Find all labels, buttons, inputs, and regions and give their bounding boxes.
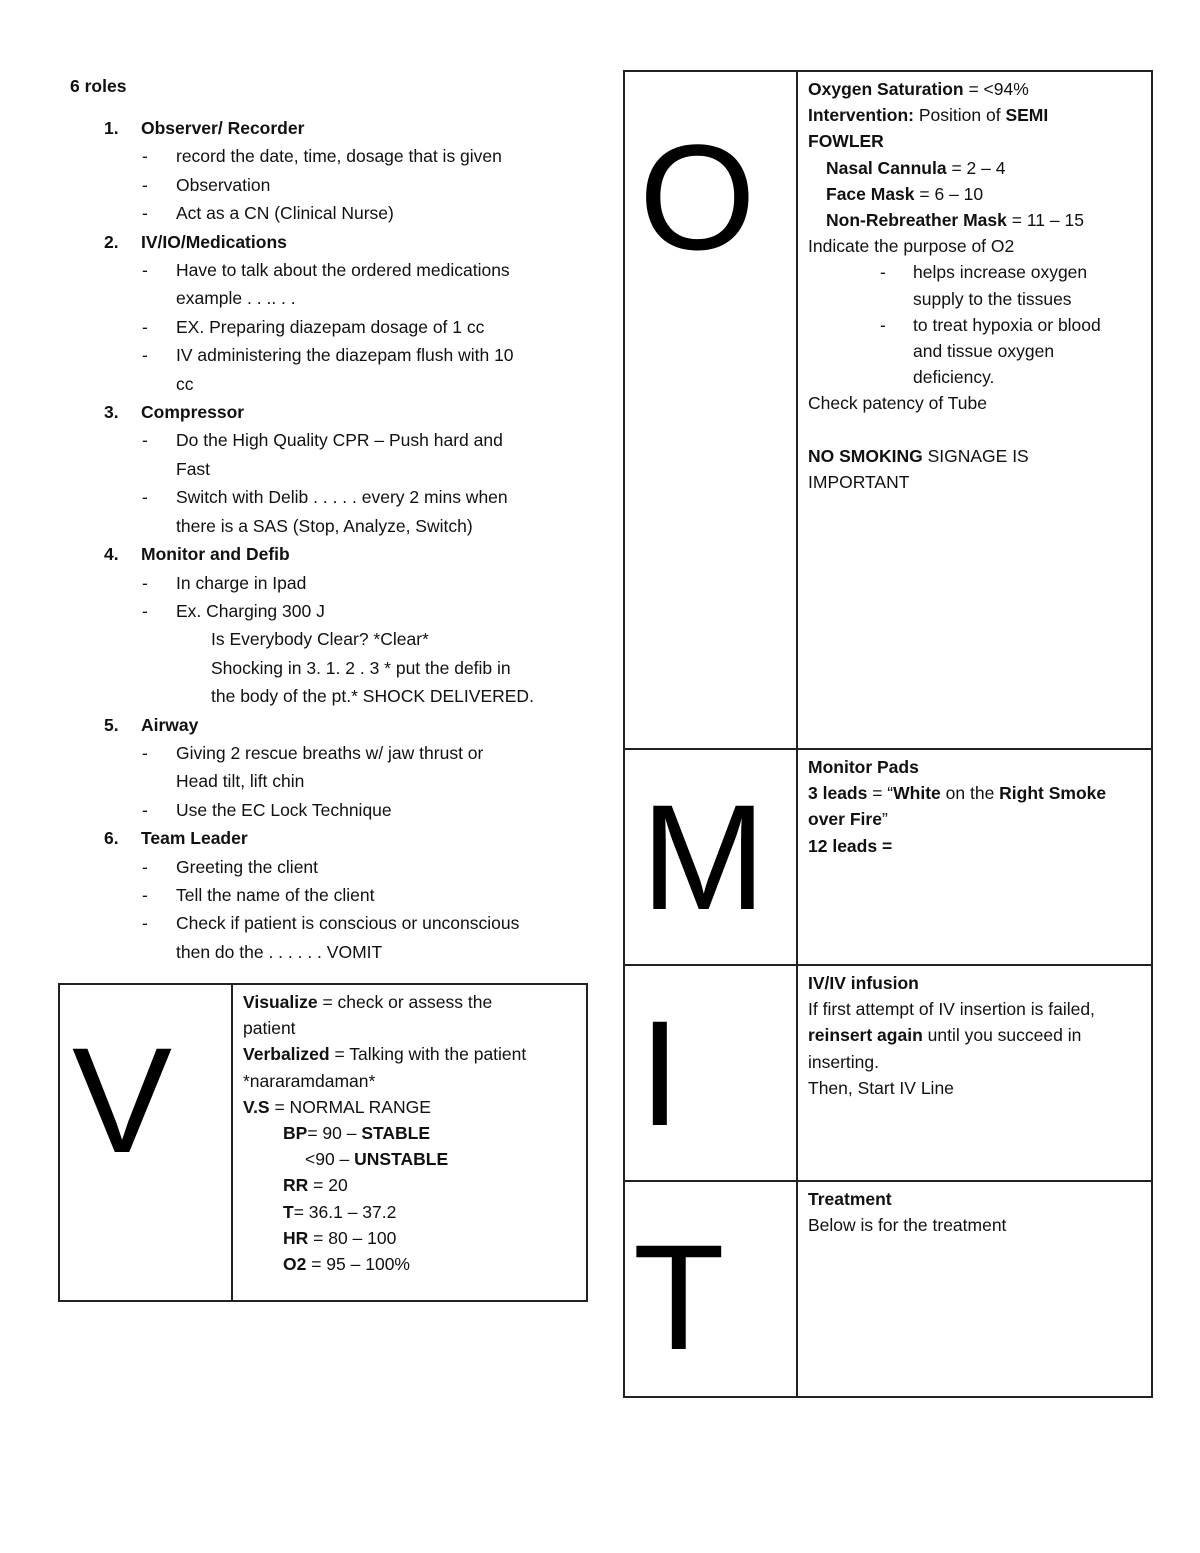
role-number: 5.	[104, 714, 119, 735]
verbalized-text: = Talking with the patient	[329, 1044, 527, 1065]
visualize-label: Visualize	[243, 992, 318, 1012]
role-bullet-line: - In charge in Ipad	[176, 572, 307, 593]
v-table	[58, 983, 588, 1302]
m-letter-cell	[624, 749, 797, 965]
role-title	[70, 228, 570, 256]
intervention-bold: SEMI	[1005, 105, 1049, 126]
treatment-line-1: Below is for the treatment	[808, 1215, 1007, 1236]
o-content-cell: Oxygen Saturation = <94% Intervention: Position of SEMI FOWLER Nasal Cannula = 2 – 4 Face Mask = 6 – 10 Non-Rebreather Mask = 11 – 15 Indicate the purpose of O2 - helps increase oxygen supply to the tissues - to treat hypoxia or blood and tissue oxygen deficiency. Check patency of Tube NO SMOKING SIGNAGE IS IMPORTANT	[797, 71, 1152, 749]
role-title-text: Airway	[141, 714, 199, 735]
hr-text: = 80 – 100	[308, 1227, 397, 1248]
iv-line-1: If first attempt of IV insertion is failed,	[808, 999, 1095, 1020]
role-bullet-line: - IV administering the diazepam flush with 10	[176, 345, 514, 366]
role-item	[70, 228, 570, 398]
leads3-right: Right	[999, 783, 1044, 804]
role-bullet-line: - Giving 2 rescue breaths w/ jaw thrust or	[176, 742, 484, 763]
leads3-eq: = “	[867, 783, 894, 804]
leads3-end: ”	[881, 809, 888, 830]
purpose-bullet-2-line-2: and tissue oxygen	[913, 341, 1055, 362]
role-title	[70, 824, 570, 852]
role-bullet-line: - Observation	[176, 174, 271, 195]
non-rebreather-label: Non-Rebreather Mask	[826, 210, 1007, 231]
i-letter-cell	[624, 965, 797, 1181]
t-letter: T	[633, 1213, 725, 1381]
role-number: 6.	[104, 828, 119, 849]
role-bullet-line: example . . .. . .	[176, 288, 296, 309]
bp2-status: UNSTABLE	[354, 1149, 449, 1170]
leads3-label: 3 leads	[808, 783, 868, 804]
role-bullet-line: there is a SAS (Stop, Analyze, Switch)	[176, 515, 473, 536]
role-sub-line: Shocking in 3. 1. 2 . 3 * put the defib in	[211, 657, 511, 678]
leads3-white: White	[893, 783, 941, 804]
verbalized-text2: *nararamdaman*	[243, 1070, 376, 1091]
role-bullet-line: - record the date, time, dosage that is given	[176, 146, 502, 167]
role-bullet	[70, 142, 570, 170]
role-bullet-line: - Have to talk about the ordered medications	[176, 260, 510, 281]
role-bullet	[70, 199, 570, 227]
treatment-title: Treatment	[808, 1189, 892, 1209]
visualize-text: = check or assess the	[317, 992, 493, 1012]
role-number: 2.	[104, 231, 119, 252]
leads12: 12 leads =	[808, 835, 893, 856]
role-item	[70, 114, 570, 228]
role-title	[70, 540, 570, 568]
m-content-cell	[797, 749, 1152, 965]
vs-text: = NORMAL RANGE	[269, 1096, 431, 1117]
nasal-cannula-text: = 2 – 4	[946, 157, 1006, 178]
role-bullet-line: cc	[176, 373, 194, 394]
purpose-bullet-2-line-1: to treat hypoxia or blood	[913, 314, 1101, 335]
fowler-text: FOWLER	[808, 131, 884, 152]
role-bullet	[70, 483, 570, 540]
monitor-pads-title: Monitor Pads	[808, 757, 919, 777]
role-item	[70, 540, 570, 710]
bp2-text: <90 –	[305, 1149, 355, 1170]
nasal-cannula-label: Nasal Cannula	[826, 157, 947, 178]
role-item	[70, 824, 570, 966]
role-title	[70, 114, 570, 142]
role-sub-line: Is Everybody Clear? *Clear*	[211, 629, 429, 650]
check-patency: Check patency of Tube	[808, 393, 987, 414]
roles-list	[70, 114, 570, 966]
purpose-bullet-2-line-3: deficiency.	[913, 367, 995, 388]
o2-purpose: Indicate the purpose of O2	[808, 236, 1015, 257]
verbalized-label: Verbalized	[243, 1044, 330, 1065]
face-mask-text: = 6 – 10	[914, 183, 984, 204]
role-bullet-line: then do the . . . . . . VOMIT	[176, 941, 383, 962]
role-bullet-line: Head tilt, lift chin	[176, 771, 305, 792]
role-bullet	[70, 341, 570, 398]
no-smoking-label: NO SMOKING	[808, 445, 923, 466]
role-bullet-line: - Use the EC Lock Technique	[176, 799, 392, 820]
i-letter: I	[639, 989, 681, 1157]
roles-section	[70, 72, 570, 966]
iv-line-3: inserting.	[808, 1051, 880, 1072]
role-bullet	[70, 739, 570, 796]
purpose-bullet-1-line-2: supply to the tissues	[913, 288, 1072, 309]
roles-heading: 6 roles	[70, 76, 127, 96]
bp-text: = 90 –	[307, 1123, 362, 1144]
role-bullet-line: - Do the High Quality CPR – Push hard and	[176, 430, 503, 451]
role-number: 4.	[104, 544, 119, 565]
role-bullet-line: - Check if patient is conscious or unconscious	[176, 913, 520, 934]
role-bullet-line: - EX. Preparing diazepam dosage of 1 cc	[176, 316, 485, 337]
role-bullet-line: - Ex. Charging 300 J	[176, 600, 325, 621]
o-letter-cell	[624, 71, 797, 749]
m-letter: M	[641, 773, 766, 941]
o-letter: O	[639, 113, 756, 281]
role-bullet	[70, 256, 570, 313]
t-content-cell	[797, 1181, 1152, 1397]
role-bullet-line: - Act as a CN (Clinical Nurse)	[176, 203, 394, 224]
t-label: T	[283, 1201, 294, 1222]
role-title-text: Team Leader	[141, 828, 248, 849]
face-mask-label: Face Mask	[826, 183, 915, 204]
vs-label: V.S	[243, 1096, 270, 1117]
role-bullet	[70, 597, 570, 625]
role-title-text: Observer/ Recorder	[141, 118, 305, 138]
v-letter-cell	[59, 984, 232, 1301]
hr-label: HR	[283, 1227, 309, 1248]
role-title-text: Monitor and Defib	[141, 544, 290, 565]
leads3-line2: over Fire	[808, 809, 882, 830]
role-title-text: Compressor	[141, 402, 245, 423]
role-bullet-line: - Switch with Delib . . . . . every 2 mins when	[176, 487, 508, 508]
visualize-text2: patient	[243, 1018, 296, 1039]
role-number: 1.	[104, 118, 119, 138]
role-bullet	[70, 426, 570, 483]
role-bullet	[70, 569, 570, 597]
rr-label: RR	[283, 1175, 309, 1196]
oxygen-saturation-label: Oxygen Saturation	[808, 79, 964, 99]
role-bullet	[70, 796, 570, 824]
v-letter: V	[72, 1016, 173, 1184]
intervention-label: Intervention:	[808, 105, 914, 126]
role-title	[70, 711, 570, 739]
t-letter-cell	[624, 1181, 797, 1397]
role-bullet-line: - Tell the name of the client	[176, 884, 375, 905]
leads3-smoke: Smoke	[1043, 783, 1107, 804]
intervention-text: Position of	[913, 105, 1006, 126]
role-bullet	[70, 909, 570, 966]
role-item	[70, 398, 570, 540]
role-bullet	[70, 853, 570, 881]
role-title	[70, 398, 570, 426]
leads3-on: on the	[940, 783, 1000, 804]
no-smoking-text: SIGNAGE IS	[922, 445, 1029, 466]
non-rebreather-text: = 11 – 15	[1006, 210, 1084, 231]
role-bullet	[70, 881, 570, 909]
role-number: 3.	[104, 402, 119, 423]
role-bullet	[70, 171, 570, 199]
oxygen-saturation-text: = <94%	[963, 79, 1029, 99]
t-text: = 36.1 – 37.2	[293, 1201, 397, 1222]
role-sub-line: the body of the pt.* SHOCK DELIVERED.	[211, 686, 534, 707]
o2-text: = 95 – 100%	[306, 1254, 410, 1275]
v-content-cell	[232, 984, 587, 1301]
role-bullet-line: - Greeting the client	[176, 856, 319, 877]
rr-text: = 20	[308, 1175, 348, 1196]
role-title-text: IV/IO/Medications	[141, 231, 287, 252]
purpose-bullet-1-line-1: helps increase oxygen	[913, 262, 1088, 283]
role-item	[70, 711, 570, 825]
bp-status: STABLE	[361, 1123, 431, 1144]
omit-table	[623, 70, 1153, 1398]
iv-line-2: until you succeed in	[922, 1025, 1082, 1046]
o2-label: O2	[283, 1254, 307, 1275]
iv-line-4: Then, Start IV Line	[808, 1077, 954, 1098]
role-bullet	[70, 313, 570, 341]
reinsert-again: reinsert again	[808, 1025, 923, 1046]
no-smoking-text2: IMPORTANT	[808, 472, 910, 493]
bp-label: BP	[283, 1123, 308, 1144]
role-bullet-line: Fast	[176, 458, 211, 479]
i-content-cell	[797, 965, 1152, 1181]
iv-infusion-title: IV/IV infusion	[808, 973, 919, 993]
